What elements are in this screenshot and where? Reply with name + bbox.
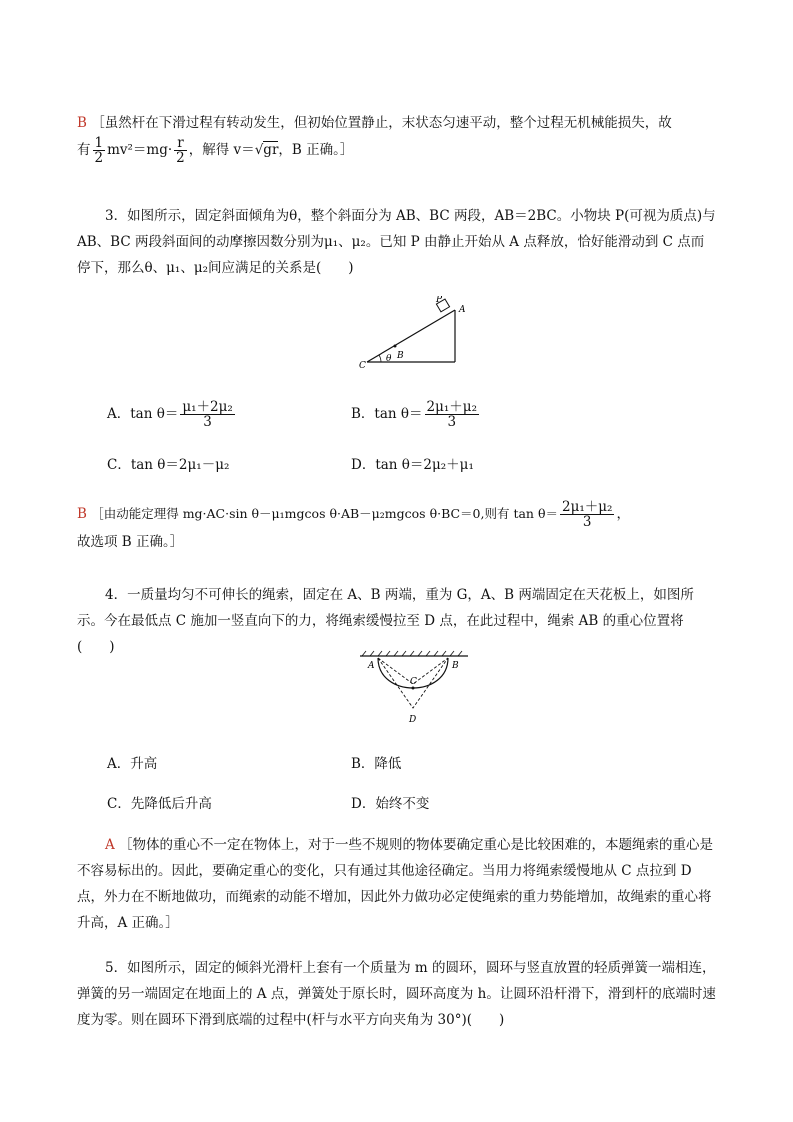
- q3-option-a-prefix: A．tan θ＝: [107, 406, 179, 422]
- q3-option-c[interactable]: C．tan θ＝2μ₁－μ₂: [107, 457, 230, 473]
- fraction-r-den: 2: [176, 150, 185, 166]
- q3-option-a-num: μ₁＋2μ₂: [182, 399, 233, 415]
- answer-3-letter: B: [77, 506, 87, 522]
- label-A: A: [368, 661, 375, 671]
- fraction-half-num: 1: [94, 135, 104, 151]
- q4-option-b[interactable]: B．降低: [351, 756, 402, 772]
- q4-option-d[interactable]: D．始终不变: [351, 796, 430, 812]
- sqrt-argument: gr: [263, 142, 279, 158]
- q4-option-a[interactable]: A．升高: [107, 756, 158, 772]
- fraction-half: [93, 136, 106, 165]
- label-P: P: [436, 296, 443, 305]
- label-theta: θ: [386, 354, 392, 364]
- answer-3-explanation: ［由动能定理得 mg·AC·sin θ－μ₁mgcos θ·AB－μ₂mgcos θ·BC＝0,则有 tan θ＝: [91, 506, 558, 521]
- answer-2-letter: B: [77, 115, 87, 131]
- question-3-stem: 3．如图所示，固定斜面倾角为θ，整个斜面分为 AB、BC 两段，AB＝2BC。小物块 P(可视为质点)与 AB、BC 两段斜面间的动摩擦因数分别为μ₁、μ₂。已知 P 由静止开始从 A 点释放，恰好能滑动到 C 点而停下，那么θ、μ₁、μ₂间应满足的关系是( ): [77, 208, 716, 276]
- q3-option-b-fraction: [425, 400, 479, 429]
- answer-3-fraction: [560, 500, 614, 529]
- fraction-r-over-2: [174, 136, 187, 165]
- incline-figure: [355, 296, 470, 372]
- q3-option-a[interactable]: [107, 400, 237, 429]
- sqrt-symbol: √: [254, 142, 264, 158]
- label-D: D: [409, 715, 417, 725]
- answer-3: [77, 500, 737, 555]
- label-B: B: [397, 351, 404, 361]
- answer-3-fraction-num: 2μ₁＋μ₂: [561, 499, 613, 515]
- q3-option-b[interactable]: [351, 400, 481, 429]
- answer-3-tail: ，: [616, 506, 630, 522]
- answer-2-prefix: 有: [77, 142, 91, 158]
- q3-option-b-den: 3: [447, 414, 457, 430]
- answer-2-formula-a: mv²＝mg·: [107, 142, 173, 158]
- label-B: B: [452, 661, 459, 671]
- q3-option-d[interactable]: D．tan θ＝2μ₂＋μ₁: [351, 457, 474, 473]
- answer-2-explanation: ［虽然杆在下滑过程有转动发生，但初始位置静止，末状态匀速平动，整个过程无机械能损失，故: [91, 115, 672, 131]
- answer-2-end: ，B 正确。］: [278, 142, 354, 158]
- question-4-stem: 4．一质量均匀不可伸长的绳索，固定在 A、B 两端，重为 G，A、B 两端固定在天花板上，如图所示。今在最低点 C 施加一竖直向下的力，将绳索缓慢拉至 D 点，在此过程中，绳索 AB 的重心位置将( ): [77, 587, 694, 655]
- answer-4-letter: A: [105, 837, 115, 853]
- fraction-r-num: r: [174, 136, 187, 151]
- answer-2-formula-b: ，解得 v＝: [188, 142, 255, 158]
- q3-option-a-fraction: [180, 400, 234, 429]
- answer-3-fraction-den: 3: [582, 514, 592, 530]
- q3-option-b-num: 2μ₁＋μ₂: [426, 399, 477, 415]
- answer-3-conclusion: 故选项 B 正确。］: [77, 534, 184, 550]
- fraction-half-den: 2: [94, 150, 104, 166]
- question-5-stem: 5．如图所示，固定的倾斜光滑杆上套有一个质量为 m 的圆环，圆环与竖直放置的轻质弹簧一端相连，弹簧的另一端固定在地面上的 A 点，弹簧处于原长时，圆环高度为 h。让圆环沿杆滑下，滑到杆的底端时速度为零。则在圆环下滑到底端的过程中(杆与水平方向夹角为 30°)( ): [77, 960, 716, 1028]
- q4-option-c[interactable]: C．先降低后升高: [107, 796, 212, 812]
- answer-4-explanation: ［物体的重心不一定在物体上，对于一些不规则的物体要确定重心是比较困难的，本题绳索的重心是不容易标出的。因此，要确定重心的变化，只有通过其他途径确定。当用力将绳索缓慢地从 C 点拉到 D 点，外力在不断地做功，而绳索的动能不增加，因此外力做功必定使绳索的重力势能增加，故绳索的重心将升高，A 正确。］: [77, 837, 714, 931]
- answer-2: [77, 110, 717, 165]
- label-C: C: [410, 677, 417, 687]
- label-A: A: [459, 305, 466, 315]
- q3-option-b-prefix: B．tan θ＝: [351, 406, 423, 422]
- answer-4: [77, 832, 717, 936]
- q3-option-a-den: 3: [203, 414, 212, 430]
- label-C: C: [359, 361, 366, 371]
- rope-figure: [358, 650, 470, 730]
